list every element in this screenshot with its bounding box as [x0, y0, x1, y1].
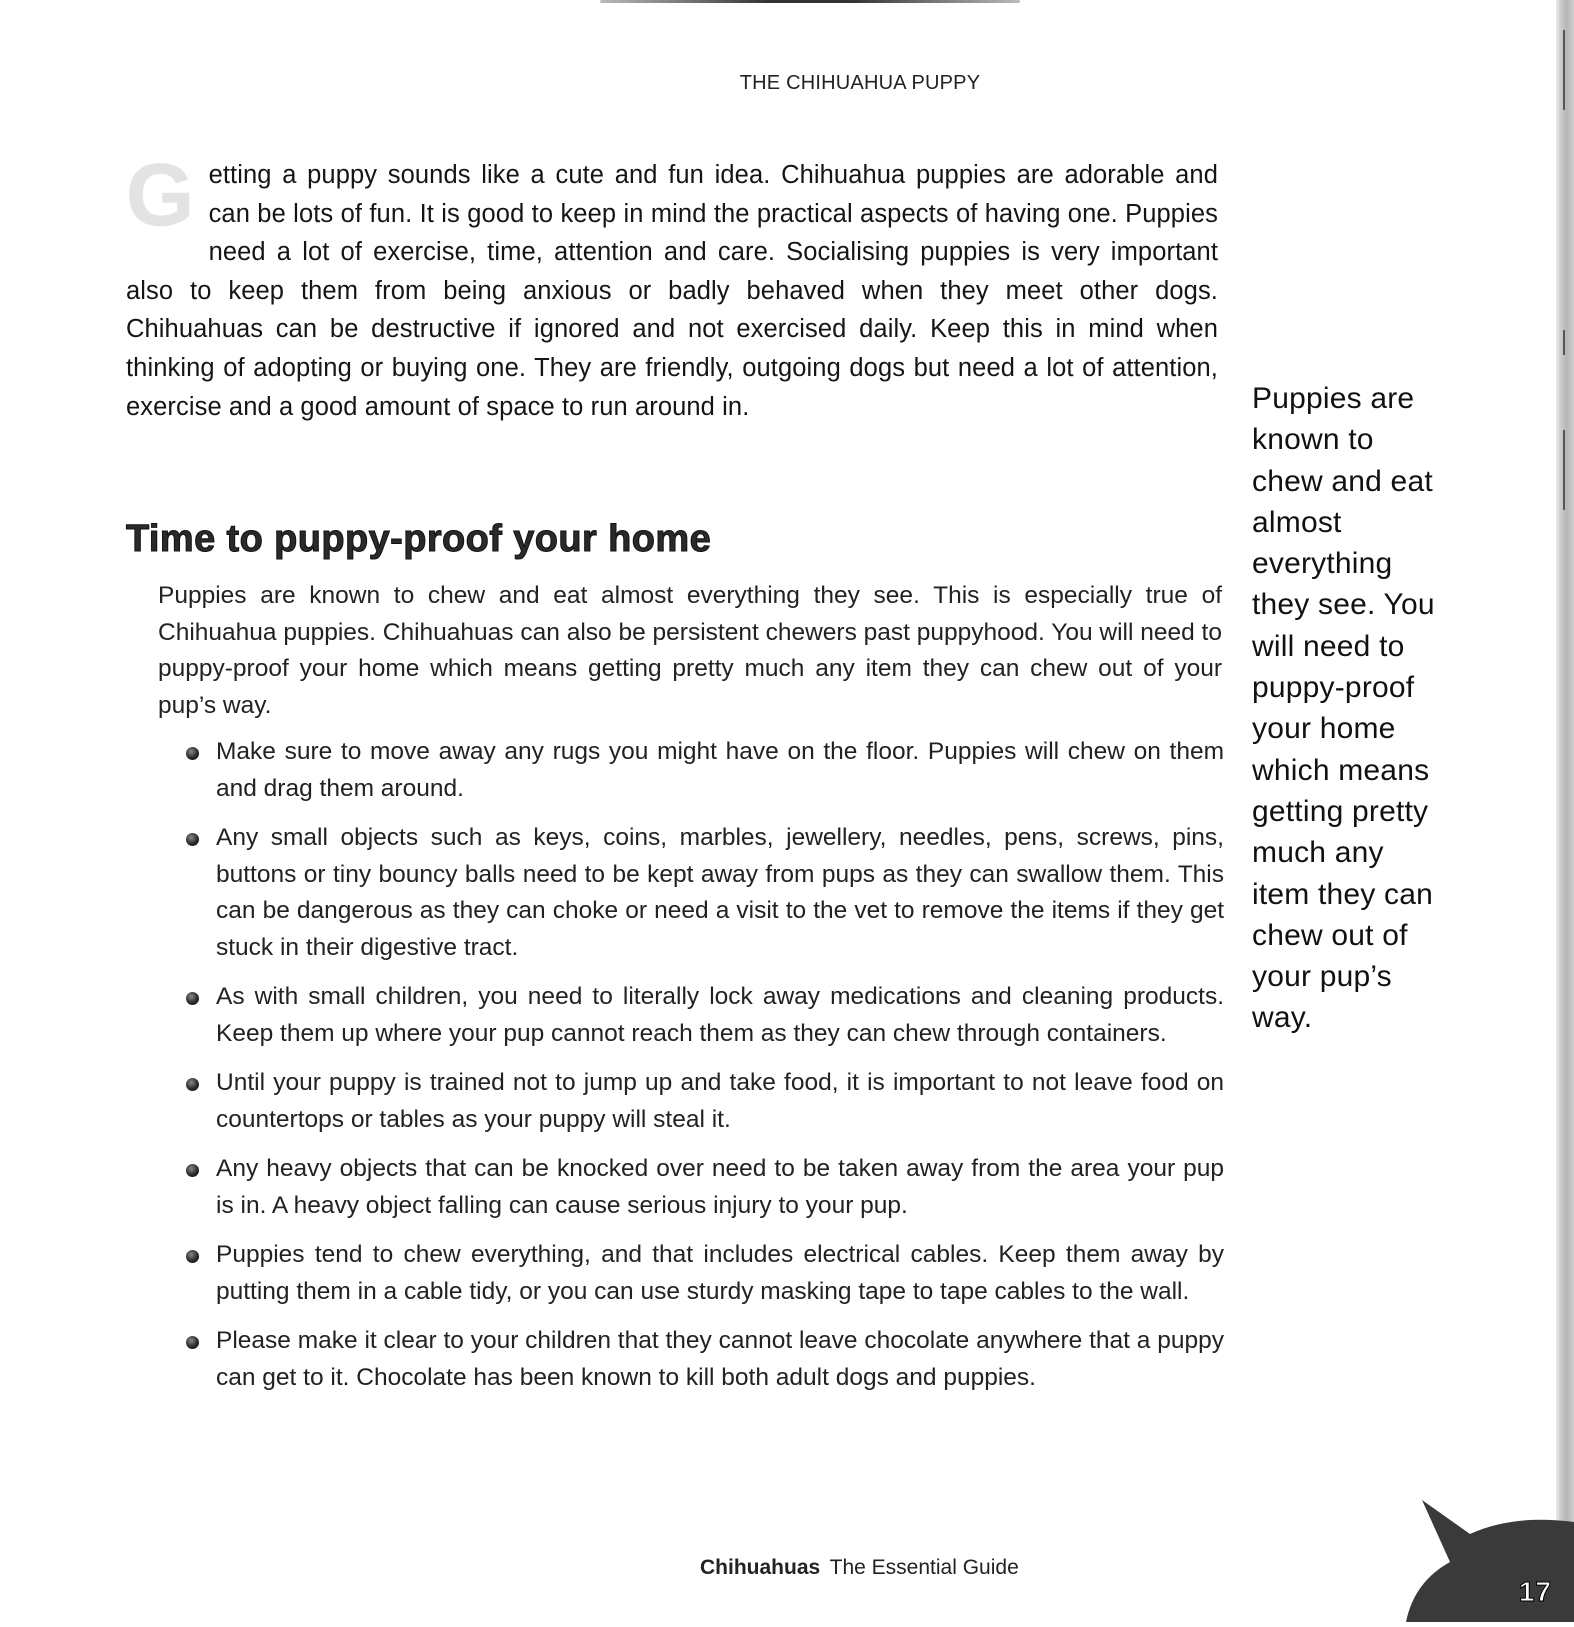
bullet-text: Until your puppy is trained not to jump up and take food, it is important to not leave food on countertops or tables as your puppy will steal it.	[216, 1069, 1224, 1133]
bullet-text: Please make it clear to your children that they cannot leave chocolate anywhere that a puppy can get to it. Chocolate has been known to kill both adult dogs and puppies.	[216, 1327, 1224, 1391]
bullet-text: Any heavy objects that can be knocked over need to be taken away from the area your pup is in. A heavy object falling can cause serious injury to your pup.	[216, 1155, 1224, 1219]
bullet-item	[186, 1065, 1224, 1138]
spine-mark	[1563, 330, 1565, 355]
running-head: THE CHIHUAHUA PUPPY	[739, 72, 981, 94]
bullet-item	[186, 1151, 1224, 1224]
bullet-item	[186, 820, 1224, 966]
bullet-item	[186, 734, 1224, 807]
bullet-dot-icon	[186, 1078, 199, 1091]
book-spine-shadow	[1556, 0, 1574, 1622]
page-number: 17	[1518, 1576, 1552, 1607]
intro-paragraph	[126, 145, 1218, 426]
bullet-dot-icon	[186, 1164, 199, 1177]
spine-mark	[1563, 30, 1565, 110]
bullet-text: As with small children, you need to literally lock away medications and cleaning products. Keep them up where your pup cannot reach them as they can chew through containers.	[216, 983, 1224, 1047]
page-top-edge	[600, 0, 1020, 3]
spine-mark	[1563, 430, 1565, 510]
intro-text: etting a puppy sounds like a cute and fun idea. Chihuahua puppies are adorable and can be lots of fun. It is good to keep in mind the practical aspects of having one. Puppies need a lot of exercise, time, attention and care. Socialising puppies is very important also to keep them from being anxious or badly behaved when they meet other dogs. Chihuahuas can be destructive if ignored and not exercised daily. Keep this in mind when thinking of adopting or buying one. They are friendly, outgoing dogs but need a lot of attention, exercise and a good amount of space to run around in.	[126, 161, 1218, 421]
footer-brand: Chihuahuas	[700, 1556, 821, 1579]
section-heading: Time to puppy-proof your home	[126, 518, 712, 560]
bullet-item	[186, 1323, 1224, 1396]
page-footer	[700, 1556, 1019, 1580]
page-number-badge	[1384, 1492, 1574, 1622]
bullet-item	[186, 979, 1224, 1052]
bullet-dot-icon	[186, 1250, 199, 1263]
bullet-text: Any small objects such as keys, coins, marbles, jewellery, needles, pens, screws, pins, buttons or tiny bouncy balls need to be kept away from pups as they can swallow them. This can be dangerous as they can choke or need a visit to the vet to remove the items if they get stuck in their digestive tract.	[216, 824, 1224, 961]
bullet-dot-icon	[186, 833, 199, 846]
footer-subtitle: The Essential Guide	[829, 1556, 1019, 1579]
bullet-item	[186, 1237, 1224, 1310]
bullet-dot-icon	[186, 747, 199, 760]
bullet-text: Puppies tend to chew everything, and that includes electrical cables. Keep them away by putting them in a cable tidy, or you can use sturdy masking tape to tape cables to the wall.	[216, 1241, 1224, 1305]
pull-quote: Puppies are known to chew and eat almost everything they see. You will need to puppy-proof your home which means getting pretty much any item they can chew out of your pup’s way.	[1252, 382, 1435, 1035]
bullet-text: Make sure to move away any rugs you might have on the floor. Puppies will chew on them and drag them around.	[216, 738, 1224, 802]
section-intro-paragraph: Puppies are known to chew and eat almost everything they see. This is especially true of Chihuahua puppies. Chihuahuas can also be persistent chewers past puppyhood. You will need to puppy-proof your home which means getting pretty much any item they can chew out of your pup’s way.	[158, 582, 1222, 719]
bullet-list	[186, 734, 1224, 1409]
drop-cap: G	[126, 145, 195, 244]
bullet-dot-icon	[186, 1336, 199, 1349]
bullet-dot-icon	[186, 992, 199, 1005]
